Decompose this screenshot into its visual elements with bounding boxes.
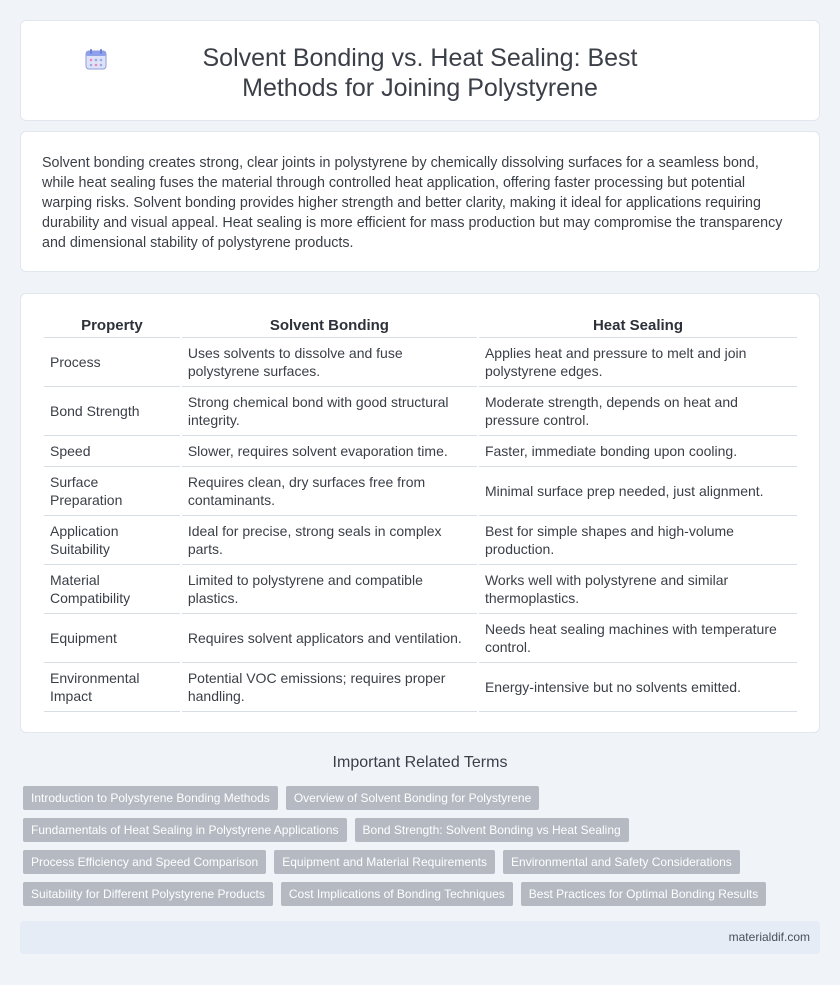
cell-heat-sealing: Applies heat and pressure to melt and join polystyrene edges.	[479, 338, 797, 387]
related-term-tag[interactable]: Environmental and Safety Considerations	[503, 850, 740, 874]
cell-heat-sealing: Moderate strength, depends on heat and pressure control.	[479, 387, 797, 436]
table-row	[44, 663, 797, 712]
table-row	[44, 614, 797, 663]
cell-solvent-bonding: Potential VOC emissions; requires proper handling.	[182, 663, 477, 712]
related-term-tag[interactable]: Suitability for Different Polystyrene Products	[23, 882, 273, 906]
column-header-heat-sealing: Heat Sealing	[479, 316, 797, 338]
cell-solvent-bonding: Uses solvents to dissolve and fuse polystyrene surfaces.	[182, 338, 477, 387]
table-row	[44, 467, 797, 516]
cell-heat-sealing: Energy-intensive but no solvents emitted.	[479, 663, 797, 712]
table-row	[44, 387, 797, 436]
related-term-tag[interactable]: Equipment and Material Requirements	[274, 850, 495, 874]
related-term-tag[interactable]: Best Practices for Optimal Bonding Results	[521, 882, 766, 906]
intro-card	[20, 131, 820, 272]
cell-solvent-bonding: Slower, requires solvent evaporation time.	[182, 436, 477, 467]
comparison-table-card	[20, 293, 820, 733]
related-term-tag[interactable]: Cost Implications of Bonding Techniques	[281, 882, 513, 906]
related-term-tag[interactable]: Introduction to Polystyrene Bonding Methods	[23, 786, 278, 810]
column-header-solvent-bonding: Solvent Bonding	[182, 316, 477, 338]
page-title: Solvent Bonding vs. Heat Sealing: Best Methods for Joining Polystyrene	[202, 44, 638, 102]
related-terms-heading: Important Related Terms	[332, 754, 508, 771]
footer	[20, 921, 820, 954]
footer-site-link[interactable]: materialdif.com	[728, 930, 810, 944]
table-header-row	[44, 316, 797, 338]
cell-property: Bond Strength	[44, 387, 180, 436]
cell-heat-sealing: Needs heat sealing machines with temperature control.	[479, 614, 797, 663]
related-term-tag[interactable]: Process Efficiency and Speed Comparison	[23, 850, 266, 874]
related-term-tag[interactable]: Overview of Solvent Bonding for Polystyrene	[286, 786, 539, 810]
table-row	[44, 338, 797, 387]
column-header-property: Property	[44, 316, 180, 338]
cell-property: Material Compatibility	[44, 565, 180, 614]
comparison-table	[42, 316, 799, 712]
tag-row	[23, 882, 813, 906]
table-row	[44, 565, 797, 614]
cell-solvent-bonding: Requires clean, dry surfaces free from contaminants.	[182, 467, 477, 516]
cell-property: Process	[44, 338, 180, 387]
cell-property: Equipment	[44, 614, 180, 663]
cell-property: Application Suitability	[44, 516, 180, 565]
tag-row	[23, 850, 813, 874]
header-card	[20, 20, 820, 121]
cell-property: Surface Preparation	[44, 467, 180, 516]
table-body	[44, 338, 797, 712]
cell-heat-sealing: Works well with polystyrene and similar thermoplastics.	[479, 565, 797, 614]
cell-heat-sealing: Faster, immediate bonding upon cooling.	[479, 436, 797, 467]
cell-heat-sealing: Best for simple shapes and high-volume production.	[479, 516, 797, 565]
related-terms-list	[23, 786, 813, 914]
cell-solvent-bonding: Requires solvent applicators and ventilation.	[182, 614, 477, 663]
cell-property: Environmental Impact	[44, 663, 180, 712]
cell-solvent-bonding: Strong chemical bond with good structural integrity.	[182, 387, 477, 436]
related-term-tag[interactable]: Fundamentals of Heat Sealing in Polystyrene Applications	[23, 818, 347, 842]
tag-row	[23, 818, 813, 842]
tag-row	[23, 786, 813, 810]
related-term-tag[interactable]: Bond Strength: Solvent Bonding vs Heat Sealing	[355, 818, 629, 842]
cell-property: Speed	[44, 436, 180, 467]
table-row	[44, 436, 797, 467]
table-row	[44, 516, 797, 565]
cell-solvent-bonding: Ideal for precise, strong seals in complex parts.	[182, 516, 477, 565]
cell-solvent-bonding: Limited to polystyrene and compatible plastics.	[182, 565, 477, 614]
cell-heat-sealing: Minimal surface prep needed, just alignment.	[479, 467, 797, 516]
intro-paragraph: Solvent bonding creates strong, clear joints in polystyrene by chemically dissolving surfaces for a seamless bond, while heat sealing fuses the material through controlled heat application, offering faster processing but potential warping risks. Solvent bonding provides higher strength and better clarity, making it ideal for applications requiring durability and visual appeal. Heat sealing is more efficient for mass production but may compromise the transparency and dimensional stability of polystyrene products.	[42, 155, 783, 251]
